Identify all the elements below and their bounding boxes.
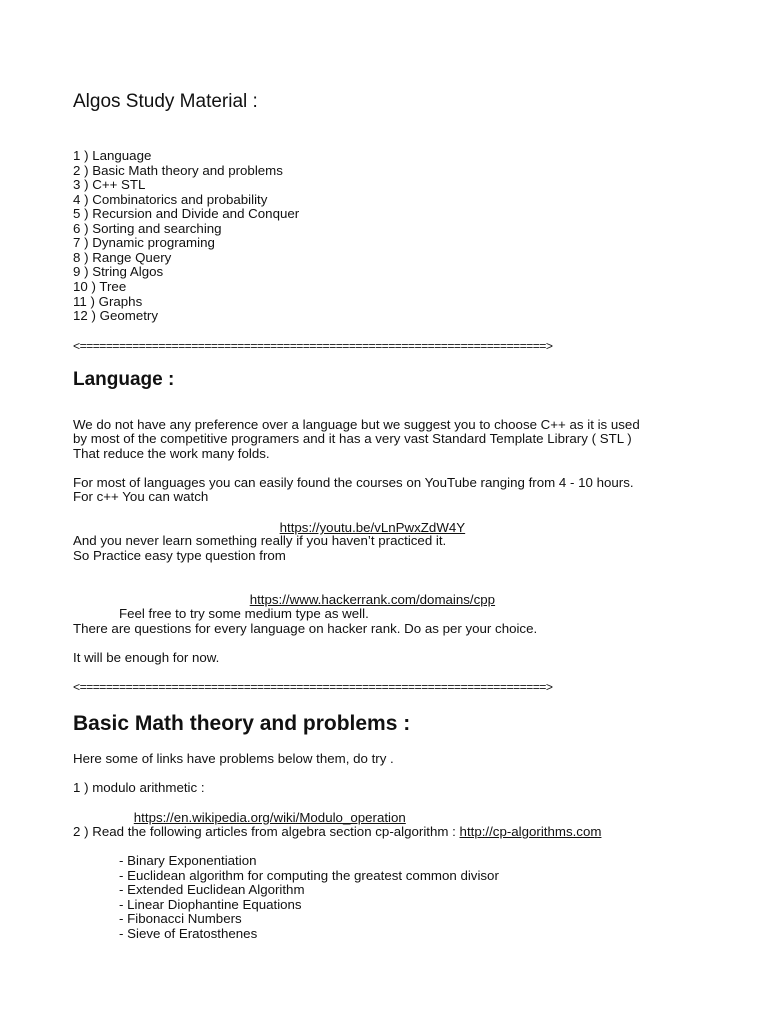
article-item: - Extended Euclidean Algorithm <box>119 882 305 897</box>
paragraph-line: We do not have any preference over a language but we suggest you to choose C++ as it is used <box>73 417 640 432</box>
article-item: - Euclidean algorithm for computing the greatest common divisor <box>119 868 499 883</box>
toc-item: 2 ) Basic Math theory and problems <box>73 163 283 178</box>
article-item: - Fibonacci Numbers <box>119 911 242 926</box>
paragraph-line: by most of the competitive programers and it has a very vast Standard Template Library ( STL ) <box>73 431 632 446</box>
paragraph-line: There are questions for every language on hacker rank. Do as per your choice. <box>73 621 538 636</box>
toc-item: 10 ) Tree <box>73 279 127 294</box>
toc-item: 8 ) Range Query <box>73 250 172 265</box>
list-item-label: 1 ) modulo arithmetic : <box>73 780 205 795</box>
toc-item: 11 ) Graphs <box>73 294 143 309</box>
paragraph-line: And you never learn something really if you haven’t practiced it. <box>73 533 447 548</box>
toc-item: 6 ) Sorting and searching <box>73 221 222 236</box>
paragraph-line: It will be enough for now. <box>73 650 220 665</box>
paragraph-line: That reduce the work many folds. <box>73 446 270 461</box>
document-title: Algos Study Material : <box>73 91 258 112</box>
toc-item: 1 ) Language <box>73 148 152 163</box>
paragraph-line: For most of languages you can easily found the courses on YouTube ranging from 4 - 10 hours. <box>73 475 634 490</box>
toc-item: 3 ) C++ STL <box>73 177 146 192</box>
toc-item: 7 ) Dynamic programing <box>73 235 215 250</box>
section-separator: <=======================================================================> <box>73 680 553 694</box>
paragraph-line: So Practice easy type question from <box>73 548 286 563</box>
paragraph-line-indented: Feel free to try some medium type as well. <box>119 606 369 621</box>
article-item: - Sieve of Eratosthenes <box>119 926 258 941</box>
cp-algorithms-link[interactable]: http://cp-algorithms.com <box>459 824 602 839</box>
toc-item: 5 ) Recursion and Divide and Conquer <box>73 206 300 221</box>
hackerrank-cpp-link[interactable]: https://www.hackerrank.com/domains/cpp <box>249 592 496 607</box>
paragraph-line: Here some of links have problems below them, do try . <box>73 751 394 766</box>
paragraph-line: For c++ You can watch <box>73 489 209 504</box>
youtube-course-link[interactable]: https://youtu.be/vLnPwxZdW4Y <box>279 520 466 535</box>
section-heading-math: Basic Math theory and problems : <box>73 712 411 735</box>
toc-item: 9 ) String Algos <box>73 264 164 279</box>
section-separator: <=======================================================================> <box>73 339 553 353</box>
toc-item: 4 ) Combinatorics and probability <box>73 192 268 207</box>
article-item: - Binary Exponentiation <box>119 853 257 868</box>
toc-item: 12 ) Geometry <box>73 308 158 323</box>
list-item-label <box>73 824 601 839</box>
article-item: - Linear Diophantine Equations <box>119 897 302 912</box>
list-item-text: 2 ) Read the following articles from algebra section cp-algorithm : <box>73 824 456 839</box>
section-heading-language: Language : <box>73 369 175 390</box>
modulo-operation-link[interactable]: https://en.wikipedia.org/wiki/Modulo_operation <box>133 810 406 825</box>
